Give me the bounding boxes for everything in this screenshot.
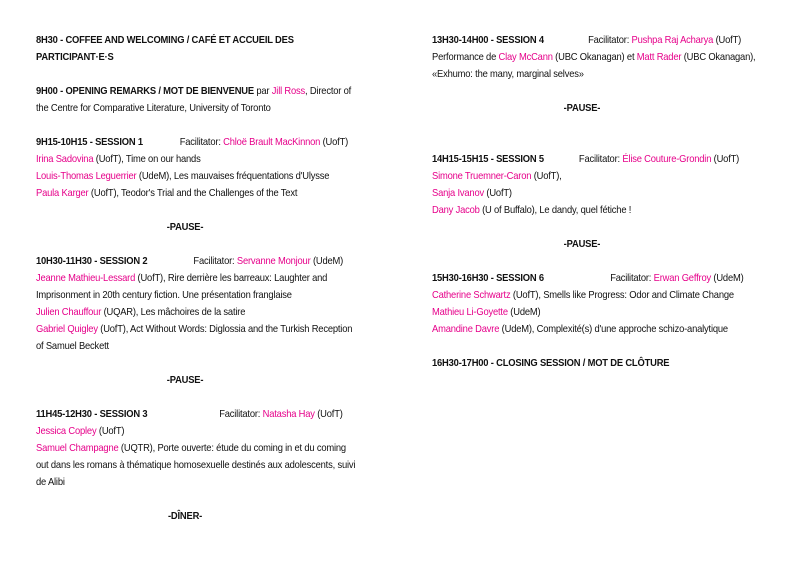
- talk-item: [432, 202, 758, 219]
- closing-line: 16H30-17H00 - CLOSING SESSION / MOT DE CLÔTURE: [432, 358, 670, 369]
- right-column: [432, 32, 758, 372]
- session-title: 13H30-14H00 - SESSION 4: [432, 35, 544, 46]
- speaker-name: Jill Ross: [271, 86, 306, 97]
- diner-label: -DÎNER-: [167, 511, 203, 522]
- talk-detail: (UdeM), Les mauvaises fréquentations d'Ulysse: [136, 171, 330, 182]
- talk-item: [432, 321, 758, 338]
- session-header: [432, 32, 758, 49]
- speaker-name: Dany Jacob: [432, 205, 480, 216]
- talk-item: [432, 168, 758, 185]
- talk-detail: (UofT), Smells like Progress: Odor and Climate Change: [510, 290, 734, 301]
- session-header: [432, 270, 758, 287]
- performance-label: Performance de: [432, 52, 499, 63]
- session-3: [36, 406, 360, 491]
- facilitator-label: Facilitator:: [588, 35, 632, 46]
- speaker-name: Samuel Champagne: [36, 443, 119, 454]
- facilitator-affiliation: (UofT): [711, 154, 740, 165]
- facilitator-name: Élise Couture-Grondin: [622, 154, 712, 165]
- speaker-name: Sanja Ivanov: [432, 188, 484, 199]
- facilitator-name: Erwan Geffroy: [653, 273, 711, 284]
- speaker-name: Catherine Schwartz: [432, 290, 511, 301]
- speaker-name: Simone Truemner-Caron: [432, 171, 532, 182]
- facilitator-affiliation: (UdeM): [710, 273, 744, 284]
- session-title: 10H30-11H30 - SESSION 2: [36, 256, 148, 267]
- talk-item: [36, 151, 360, 168]
- talk-item: [36, 185, 360, 202]
- speaker-name: Julien Chauffour: [36, 307, 102, 318]
- pause-label: -PAUSE-: [563, 103, 601, 114]
- talk-detail: (U of Buffalo), Le dandy, quel fétiche !: [479, 205, 632, 216]
- talk-item: [36, 270, 360, 304]
- talk-item: [36, 321, 360, 355]
- opening-par: par: [253, 86, 272, 97]
- facilitator-affiliation: (UofT): [314, 409, 343, 420]
- session-header: [432, 151, 758, 168]
- session-header: [36, 406, 360, 423]
- facilitator-affiliation: (UofT): [320, 137, 349, 148]
- speaker-name: Clay McCann: [498, 52, 553, 63]
- opening-rest: , Director of the Centre for Comparative Literature, University of Toronto: [36, 86, 352, 114]
- speaker-name: Jessica Copley: [36, 426, 97, 437]
- session-title: 15H30-16H30 - SESSION 6: [432, 273, 544, 284]
- talk-detail: (UofT),: [531, 171, 562, 182]
- facilitator-label: Facilitator:: [219, 409, 263, 420]
- facilitator-name: Natasha Hay: [262, 409, 315, 420]
- facilitator-affiliation: (UdeM): [310, 256, 344, 267]
- talk-item: [36, 168, 360, 185]
- talk-item: [432, 185, 758, 202]
- pause-label: -PAUSE-: [166, 375, 204, 386]
- talk-detail: (UdeM), Complexité(s) d'une approche schizo-analytique: [499, 324, 728, 335]
- facilitator-label: Facilitator:: [179, 137, 224, 148]
- pause-label: -PAUSE-: [166, 222, 204, 233]
- left-column: [36, 32, 360, 525]
- facilitator-affiliation: (UofT): [713, 35, 742, 46]
- speaker-name: Paula Karger: [36, 188, 89, 199]
- session-title: 14H15-15H15 - SESSION 5: [432, 154, 544, 165]
- session-5: [432, 151, 758, 219]
- session-4: [432, 32, 758, 83]
- performance-item: [432, 49, 758, 83]
- facilitator-name: Chloë Brault MacKinnon: [223, 137, 321, 148]
- talk-detail: (UofT), Rire derrière les barreaux: Laughter and Imprisonment in 20th century fiction. Une présentation franglaise: [36, 273, 328, 301]
- talk-detail: (UofT): [96, 426, 125, 437]
- talk-detail: (UofT): [483, 188, 512, 199]
- facilitator-name: Pushpa Raj Acharya: [631, 35, 714, 46]
- talk-item: [36, 440, 360, 491]
- speaker-name: Gabriel Quigley: [36, 324, 98, 335]
- talk-detail: (UQTR), Porte ouverte: étude du coming in et du coming out dans les romans à thématique homosexuelle destinés aux adolescents, suivi de Alibi: [36, 443, 356, 488]
- speaker-name: Mathieu Li-Goyette: [432, 307, 508, 318]
- talk-detail: (UofT), Teodor's Trial and the Challenges of the Text: [88, 188, 298, 199]
- session-2: [36, 253, 360, 355]
- session-title: 11H45-12H30 - SESSION 3: [36, 409, 148, 420]
- session-header: [36, 253, 360, 270]
- performance-mid: (UBC Okanagan) et: [552, 52, 637, 63]
- talk-detail: (UofT), Time on our hands: [93, 154, 201, 165]
- opening-title: 9H00 - OPENING REMARKS / MOT DE BIENVENUE: [36, 86, 254, 97]
- speaker-name: Louis-Thomas Leguerrier: [36, 171, 137, 182]
- coffee-line: 8H30 - COFFEE AND WELCOMING / CAFÉ ET ACCUEIL DES PARTICIPANT·E·S: [36, 35, 294, 63]
- opening-remarks: [36, 83, 360, 117]
- talk-item: [36, 423, 360, 440]
- talk-item: [432, 304, 758, 321]
- session-header: [36, 134, 360, 151]
- talk-detail: (UdeM): [507, 307, 541, 318]
- talk-item: [36, 304, 360, 321]
- facilitator-name: Servanne Monjour: [236, 256, 311, 267]
- session-6: [432, 270, 758, 338]
- session-1: [36, 134, 360, 202]
- talk-detail: (UQAR), Les mâchoires de la satire: [101, 307, 246, 318]
- speaker-name: Amandine Davre: [432, 324, 500, 335]
- speaker-name: Jeanne Mathieu-Lessard: [36, 273, 136, 284]
- facilitator-label: Facilitator:: [578, 154, 623, 165]
- speaker-name: Matt Rader: [636, 52, 682, 63]
- talk-detail: (UofT), Act Without Words: Diglossia and the Turkish Reception of Samuel Beckett: [36, 324, 353, 352]
- performance-detail: (UBC Okanagan), «Exhumo: the many, marginal selves»: [432, 52, 756, 80]
- speaker-name: Irina Sadovina: [36, 154, 94, 165]
- facilitator-label: Facilitator:: [610, 273, 654, 284]
- talk-item: [432, 287, 758, 304]
- facilitator-label: Facilitator:: [193, 256, 237, 267]
- pause-label: -PAUSE-: [563, 239, 601, 250]
- session-title: 9H15-10H15 - SESSION 1: [36, 137, 143, 148]
